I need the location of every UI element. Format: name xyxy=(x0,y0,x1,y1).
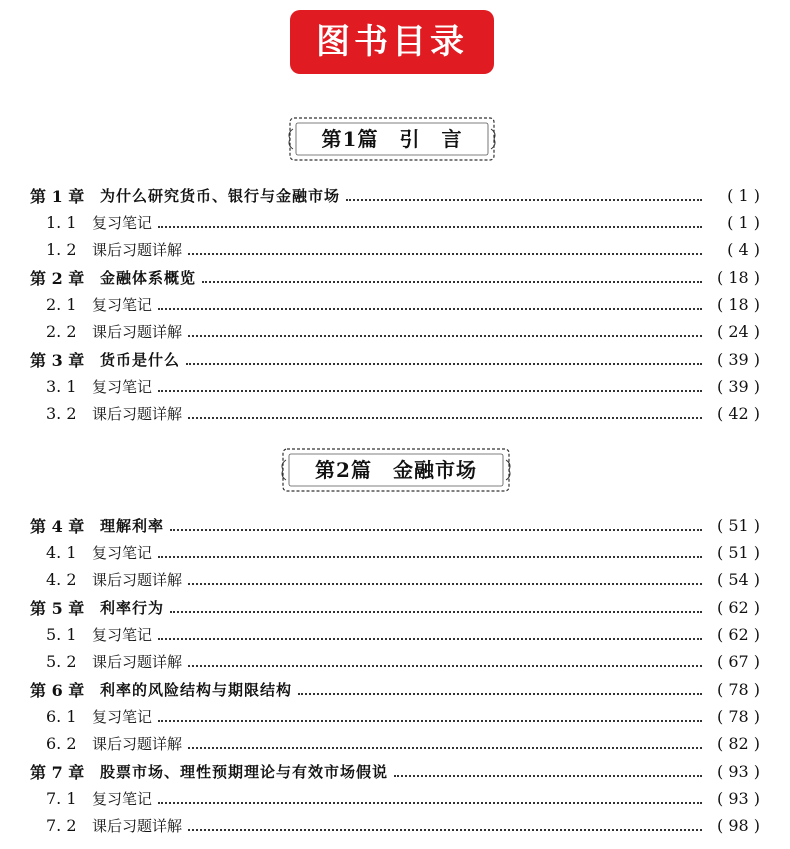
toc-chapter-entry[interactable] xyxy=(30,758,760,785)
dot-leader xyxy=(188,747,702,749)
dot-leader xyxy=(202,281,702,283)
toc-section-entry[interactable] xyxy=(30,566,760,593)
dot-leader xyxy=(158,720,702,722)
entry-title: 复习笔记 xyxy=(92,790,153,808)
entry-number: 6. 2 xyxy=(46,734,77,753)
dot-leader xyxy=(158,390,702,392)
entry-title: 为什么研究货币、银行与金融市场 xyxy=(100,187,341,205)
entry-page-number: ( 93 ) xyxy=(716,762,760,781)
entry-title: 复习笔记 xyxy=(92,544,153,562)
entry-title: 课后习题详解 xyxy=(92,735,183,753)
dot-leader xyxy=(170,611,702,613)
toc-section-entry[interactable] xyxy=(30,209,760,236)
entry-number: 第 1 章 xyxy=(30,187,85,206)
entry-page-number: ( 1 ) xyxy=(727,186,760,205)
entry-number: 4. 2 xyxy=(46,570,77,589)
entry-page-number: ( 93 ) xyxy=(716,789,760,808)
dot-leader xyxy=(158,226,702,228)
entry-title: 复习笔记 xyxy=(92,214,153,232)
entry-title: 利率的风险结构与期限结构 xyxy=(100,681,293,699)
entry-number: 5. 2 xyxy=(46,652,77,671)
entry-title: 金融体系概览 xyxy=(100,269,197,287)
toc-section-entry[interactable] xyxy=(30,318,760,345)
entry-number: 第 5 章 xyxy=(30,599,85,618)
entry-number: 第 6 章 xyxy=(30,681,85,700)
toc-chapter-entry[interactable] xyxy=(30,182,760,209)
entry-title: 货币是什么 xyxy=(100,351,181,369)
entry-page-number: ( 78 ) xyxy=(716,707,760,726)
entry-title: 课后习题详解 xyxy=(92,241,183,259)
part-title: 第2篇 金融市场 xyxy=(315,458,477,482)
entry-number: 4. 1 xyxy=(46,543,77,562)
dot-leader xyxy=(186,363,702,365)
toc-section-entry[interactable] xyxy=(30,291,760,318)
dot-leader xyxy=(158,802,702,804)
entry-title: 课后习题详解 xyxy=(92,653,183,671)
toc-section-entry[interactable] xyxy=(30,236,760,263)
dot-leader xyxy=(158,638,702,640)
entry-number: 7. 2 xyxy=(46,816,77,835)
dot-leader xyxy=(394,775,702,777)
dot-leader xyxy=(298,693,702,695)
entry-title: 课后习题详解 xyxy=(92,323,183,341)
entry-page-number: ( 51 ) xyxy=(716,543,760,562)
entry-page-number: ( 51 ) xyxy=(716,516,760,535)
toc-section-entry[interactable] xyxy=(30,400,760,427)
entry-number: 2. 1 xyxy=(46,295,77,314)
entry-page-number: ( 18 ) xyxy=(716,268,760,287)
entry-page-number: ( 39 ) xyxy=(716,377,760,396)
toc-banner: 图书目录 xyxy=(290,10,494,74)
entry-number: 3. 2 xyxy=(46,404,77,423)
toc-section-entry[interactable] xyxy=(30,703,760,730)
toc-chapter-entry[interactable] xyxy=(30,512,760,539)
entry-title: 理解利率 xyxy=(100,517,165,535)
entry-number: 5. 1 xyxy=(46,625,77,644)
entry-title: 课后习题详解 xyxy=(92,817,183,835)
toc-chapter-entry[interactable] xyxy=(30,594,760,621)
entry-title: 课后习题详解 xyxy=(92,405,183,423)
entry-number: 6. 1 xyxy=(46,707,77,726)
entry-number: 1. 1 xyxy=(46,213,77,232)
part-title: 第1篇 引 言 xyxy=(321,127,463,151)
entry-page-number: ( 82 ) xyxy=(716,734,760,753)
entry-page-number: ( 39 ) xyxy=(716,350,760,369)
entry-page-number: ( 42 ) xyxy=(716,404,760,423)
entry-page-number: ( 67 ) xyxy=(716,652,760,671)
toc-section-entry[interactable] xyxy=(30,812,760,839)
entry-title: 利率行为 xyxy=(100,599,165,617)
dot-leader xyxy=(188,665,702,667)
entry-title: 股票市场、理性预期理论与有效市场假说 xyxy=(100,763,389,781)
dot-leader xyxy=(188,583,702,585)
entry-title: 课后习题详解 xyxy=(92,571,183,589)
entry-title: 复习笔记 xyxy=(92,378,153,396)
entry-title: 复习笔记 xyxy=(92,708,153,726)
toc-section-entry[interactable] xyxy=(30,373,760,400)
entry-page-number: ( 54 ) xyxy=(716,570,760,589)
dot-leader xyxy=(188,829,702,831)
entry-number: 第 4 章 xyxy=(30,517,85,536)
dot-leader xyxy=(170,529,702,531)
dot-leader xyxy=(188,417,702,419)
toc-chapter-entry[interactable] xyxy=(30,264,760,291)
entry-page-number: ( 1 ) xyxy=(727,213,760,232)
dot-leader xyxy=(346,199,702,201)
entry-page-number: ( 62 ) xyxy=(716,625,760,644)
entry-number: 2. 2 xyxy=(46,322,77,341)
dot-leader xyxy=(158,308,702,310)
toc-chapter-entry[interactable] xyxy=(30,676,760,703)
entry-page-number: ( 4 ) xyxy=(727,240,760,259)
entry-title: 复习笔记 xyxy=(92,296,153,314)
toc-section-entry[interactable] xyxy=(30,730,760,757)
entry-page-number: ( 78 ) xyxy=(716,680,760,699)
entry-page-number: ( 62 ) xyxy=(716,598,760,617)
toc-section-entry[interactable] xyxy=(30,648,760,675)
entry-number: 第 3 章 xyxy=(30,351,85,370)
dot-leader xyxy=(158,556,702,558)
entry-title: 复习笔记 xyxy=(92,626,153,644)
entry-page-number: ( 24 ) xyxy=(716,322,760,341)
entry-page-number: ( 98 ) xyxy=(716,816,760,835)
toc-section-entry[interactable] xyxy=(30,621,760,648)
entry-number: 7. 1 xyxy=(46,789,77,808)
entry-number: 1. 2 xyxy=(46,240,77,259)
toc-section-entry[interactable] xyxy=(30,539,760,566)
toc-section-entry[interactable] xyxy=(30,785,760,812)
entry-number: 第 7 章 xyxy=(30,763,85,782)
entry-page-number: ( 18 ) xyxy=(716,295,760,314)
toc-chapter-entry[interactable] xyxy=(30,346,760,373)
dot-leader xyxy=(188,253,702,255)
dot-leader xyxy=(188,335,702,337)
entry-number: 3. 1 xyxy=(46,377,77,396)
entry-number: 第 2 章 xyxy=(30,269,85,288)
